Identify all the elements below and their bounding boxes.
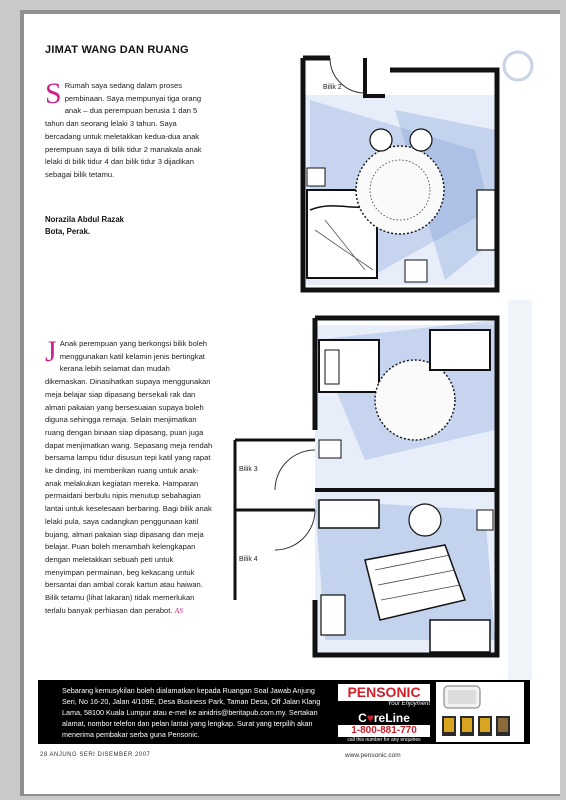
contact-banner [38, 680, 530, 744]
answer-block [45, 335, 213, 617]
magazine-corner-logo [500, 46, 536, 86]
label-bilik-4: Bilik 4 [239, 556, 258, 563]
pensonic-brand [338, 684, 430, 743]
plan-lower [235, 318, 497, 655]
banner-text: Sebarang kemusykilan boleh dialamatkan kepada Ruangan Soal Jawab Anjung Seri, No 16-20, Jalan 4/109E, Desa Business Park, Taman Desa, Off Jalan Klang Lama, 58100 Kuala Lumpur atau e-mel ke ainidris@beritapub.com.my. Sertakan alamat, nombor telefon dan pelan lantai yang lengkap. Surat yang terpilih akan menerima pembakar serba guna Pensonic. [62, 686, 321, 739]
signature-place: Bota, Perak. [45, 227, 91, 236]
answer-dropcap: J [45, 335, 57, 368]
question-text: Rumah saya sedang dalam proses pembinaan. Saya mempunyai tiga orang anak – dua perempuan berusia 1 dan 5 tahun dan seorang lelaki 3 tahun. Saya bercadang untuk meletakkan kedua-dua anak perempuan saya di bilik tidur 2 manakala anak lelaki di bilik tidur 4 dan bilik tidur 3 dijadikan sebagai bilik tetamu. [45, 81, 202, 179]
pensonic-logo: PENSONIC [338, 684, 430, 701]
watermark-logo [500, 300, 540, 680]
careline-phone: 1-800-881-770 [338, 725, 430, 737]
product-photo [436, 682, 524, 742]
floor-plan-sketch [215, 40, 515, 660]
brand-tagline: Your Enjoyment [387, 701, 430, 707]
question-dropcap: S [45, 77, 62, 110]
label-bilik-3: Bilik 3 [239, 466, 258, 473]
careline-subtext: call this number for any enquiries [347, 737, 421, 743]
page-footer-issue: 28 ANJUNG SERI DISEMBER 2007 [40, 752, 151, 758]
author-initials: AS [174, 605, 184, 615]
careline-logo [338, 711, 430, 725]
heart-icon: ♥ [366, 711, 374, 725]
answer-text: Anak perempuan yang berkongsi bilik boleh menggunakan katil kelamin jenis bertingkat kerana lebih selamat dan mudah dikemaskan. Dinasihatkan supaya menggunakan meja belajar siap dipasang bersekali rak dan almari pakaian yang bersesuaian supaya boleh diguna sehingga remaja. Selain menjimatkan ruang dengan binaan siap dipasang, puan juga dapat menjimatkan wang. Sepasang meja rendah bersama lampu tidur disusun tepi katil yang rapat ke dinding, ini memberikan ruang untuk anak-anak melakukan kegiatan mereka. Hamparan permaidani berbulu nipis menutup sebahagian lantai untuk keselesaan berbaring. Bagi bilik anak lelaki pula, saya cadangkan penggunaan katil bujang, almari pakaian siap dipasang dan meja belajar. Puan boleh menambah kelengkapan dengan meletakkan sebuah peti untuk menyimpan permainan, beg kekacang untuk bersantai dan ambal corak kartun atau haiwan. Bilik tetamu (lihat lakaran) tidak memerlukan terlalu banyak perhiasan dan perabot. [45, 339, 213, 615]
careline-prefix: C [358, 711, 367, 725]
question-block [45, 77, 205, 182]
article-title: JIMAT WANG DAN RUANG [45, 44, 189, 56]
label-bilik-2: Bilik 2 [323, 84, 342, 91]
signature [45, 214, 124, 238]
pensonic-website: www.pensonic.com [345, 752, 401, 759]
careline-suffix: reLine [373, 711, 410, 725]
signature-name: Norazila Abdul Razak [45, 215, 124, 224]
plan-upper [303, 58, 497, 290]
